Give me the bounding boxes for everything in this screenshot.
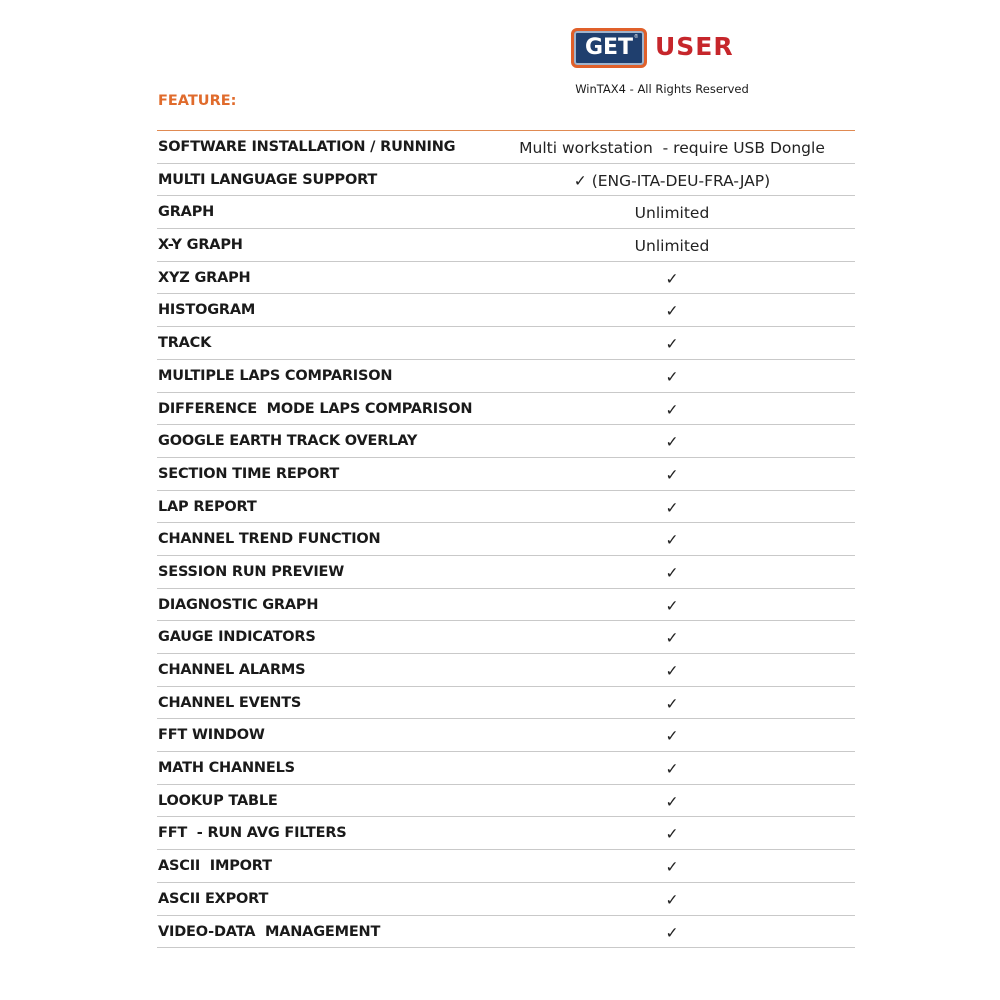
user-label: USER [655,32,734,61]
table-row [157,294,855,327]
feature-name: LOOKUP TABLE [158,792,278,809]
feature-value: ✓ [665,367,679,386]
table-row [157,164,855,197]
table-row [157,523,855,556]
feature-value: ✓ [665,792,679,811]
table-row [157,393,855,426]
feature-name: X-Y GRAPH [158,237,243,254]
feature-name: DIAGNOSTIC GRAPH [158,596,319,613]
feature-value: Unlimited [634,204,710,223]
feature-value: ✓ [665,302,679,321]
logo-text: GET [584,35,634,60]
feature-value: ✓ [665,269,679,288]
table-row [157,883,855,916]
table-row [157,131,855,164]
table-row [157,785,855,818]
feature-value: ✓ [665,335,679,354]
feature-name: TRACK [158,335,212,352]
feature-name: VIDEO-DATA MANAGEMENT [158,923,381,940]
feature-value: ✓ [665,596,679,615]
table-row [157,327,855,360]
feature-name: CHANNEL ALARMS [158,662,306,678]
table-row [157,654,855,687]
feature-name: DIFFERENCE MODE LAPS COMPARISON [158,400,473,417]
feature-value: ✓ [665,858,679,877]
feature-table [157,130,855,948]
feature-name: GRAPH [158,204,215,221]
feature-value: ✓ [665,890,679,909]
table-row [157,687,855,720]
feature-name: SOFTWARE INSTALLATION / RUNNING [158,139,456,155]
feature-name: GAUGE INDICATORS [158,629,316,646]
feature-value: ✓ [665,662,679,680]
table-row [157,196,855,229]
feature-value: ✓ [665,465,679,484]
feature-name: CHANNEL TREND FUNCTION [158,531,381,548]
table-row [157,458,855,491]
feature-name: MULTI LANGUAGE SUPPORT [158,171,378,188]
feature-value: ✓ [665,629,679,648]
table-row [157,425,855,458]
table-row [157,916,855,949]
feature-value: ✓ [665,498,679,517]
feature-name: SESSION RUN PREVIEW [158,563,345,580]
table-row [157,817,855,850]
table-row [157,360,855,393]
feature-value: ✓ [665,923,679,942]
rights-notice: WinTAX4 - All Rights Reserved [575,82,749,96]
feature-name: SECTION TIME REPORT [158,465,340,482]
feature-value: ✓ [665,825,679,844]
feature-value: ✓ [665,563,679,582]
table-row [157,262,855,295]
feature-name: GOOGLE EARTH TRACK OVERLAY [158,433,418,450]
feature-name: MATH CHANNELS [158,760,295,777]
feature-name: CHANNEL EVENTS [158,694,302,711]
feature-value: ✓ [665,694,679,713]
feature-name: ASCII EXPORT [158,890,269,907]
feature-name: ASCII IMPORT [158,858,272,875]
feature-value: ✓ [665,433,679,452]
table-row [157,752,855,785]
feature-name: LAP REPORT [158,498,257,515]
feature-name: XYZ GRAPH [158,269,251,286]
feature-title: FEATURE: [158,93,237,109]
feature-value: Multi workstation - require USB Dongle [519,139,825,157]
feature-value: ✓ (ENG-ITA-DEU-FRA-JAP) [573,171,771,190]
feature-value: ✓ [665,531,679,550]
table-row [157,621,855,654]
feature-name: HISTOGRAM [158,302,256,319]
feature-name: MULTIPLE LAPS COMPARISON [158,367,393,384]
table-row [157,491,855,524]
table-row [157,719,855,752]
feature-value: Unlimited [634,237,710,256]
header [571,24,771,104]
logo-registered-mark: ® [634,34,638,40]
feature-name: FFT WINDOW [158,727,265,744]
feature-value: ✓ [665,727,679,746]
table-row [157,850,855,883]
table-row [157,589,855,622]
table-row [157,229,855,262]
feature-value: ✓ [665,760,679,779]
feature-value: ✓ [665,400,679,419]
get-logo [571,28,647,68]
table-row [157,556,855,589]
feature-name: FFT - RUN AVG FILTERS [158,825,347,842]
